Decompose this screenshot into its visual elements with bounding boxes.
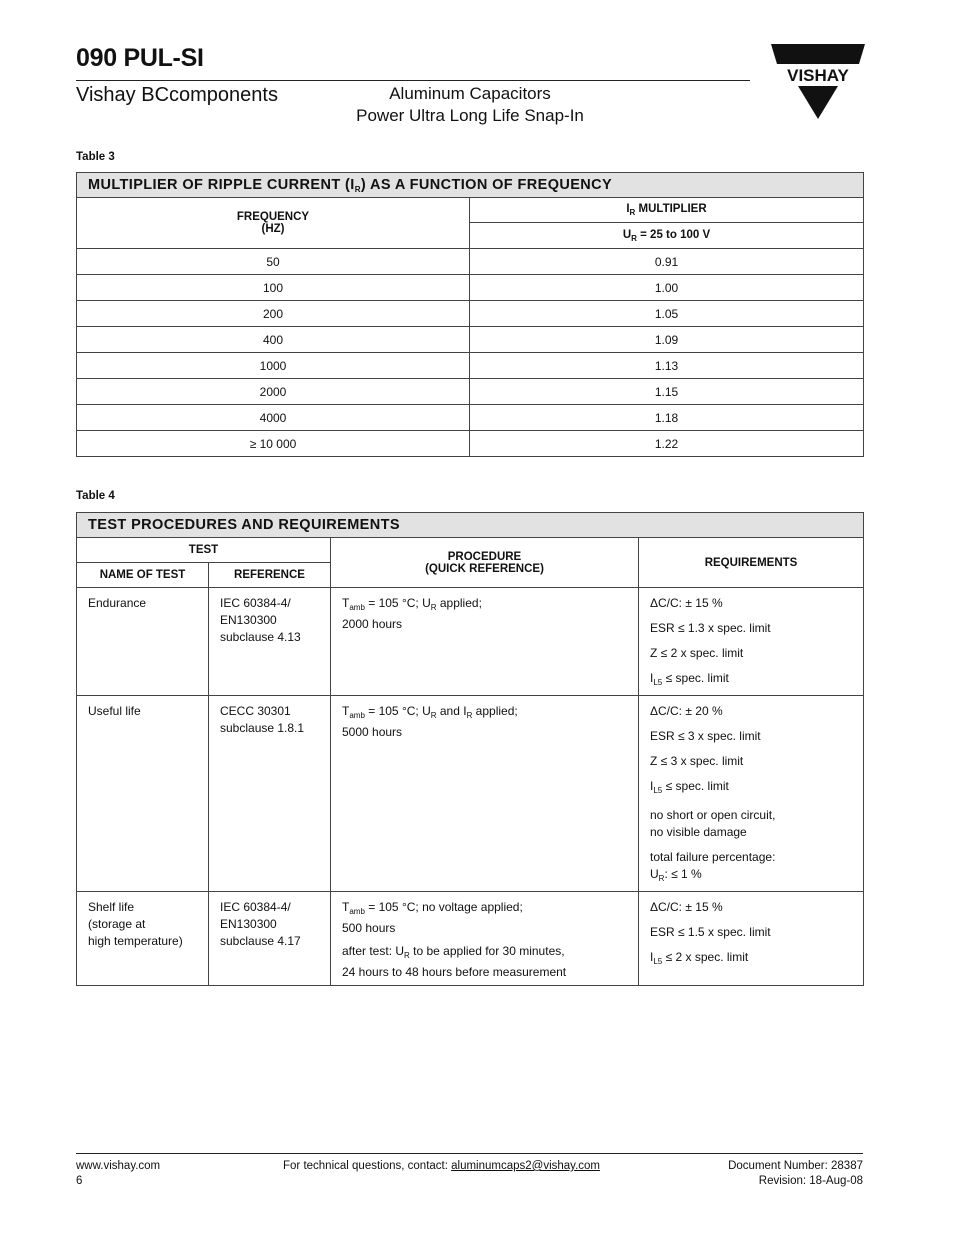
table-row bbox=[77, 379, 864, 405]
footer-rule bbox=[76, 1153, 863, 1154]
table-row bbox=[77, 696, 864, 892]
mult-cell: 1.00 bbox=[470, 275, 864, 301]
test-name-cell: Useful life bbox=[77, 696, 209, 892]
col-test-header: TEST bbox=[77, 538, 331, 563]
test-procedures-table bbox=[76, 512, 864, 986]
mult-cell: 1.05 bbox=[470, 301, 864, 327]
reference-cell: CECC 30301 subclause 1.8.1 bbox=[209, 696, 331, 892]
freq-cell: 50 bbox=[77, 249, 470, 275]
requirements-cell: ΔC/C: ± 15 % ESR ≤ 1.5 x spec. limit $I_{L5} \le 2$ x spec. limit bbox=[639, 892, 864, 986]
footer-left bbox=[76, 1159, 160, 1189]
col-voltage-header: $U_R = 25$ to 100 V bbox=[470, 223, 864, 249]
subtitle-line-1: Aluminum Capacitors bbox=[389, 84, 551, 103]
table-row bbox=[77, 249, 864, 275]
mult-cell: 1.09 bbox=[470, 327, 864, 353]
freq-cell: 400 bbox=[77, 327, 470, 353]
contact-email-link[interactable]: aluminumcaps2@vishay.com bbox=[451, 1160, 601, 1172]
table-row bbox=[77, 353, 864, 379]
table4-caption: TEST PROCEDURES AND REQUIREMENTS bbox=[77, 513, 864, 538]
test-name-cell: Shelf life (storage at high temperature) bbox=[77, 892, 209, 986]
table-row bbox=[77, 892, 864, 986]
header-rule bbox=[76, 80, 750, 81]
table3-label: Table 3 bbox=[76, 151, 115, 163]
table3-caption: MULTIPLIER OF RIPPLE CURRENT $(I_R)$ AS A FUNCTION OF FREQUENCY bbox=[77, 173, 864, 198]
col-reference-header: REFERENCE bbox=[209, 563, 331, 588]
procedure-cell: $T_{amb} = 105$ °C; $U_R$ and $I_R$ applied; 5000 hours bbox=[331, 696, 639, 892]
table-row bbox=[77, 327, 864, 353]
subtitle-line-2: Power Ultra Long Life Snap-In bbox=[356, 106, 584, 125]
product-subtitle bbox=[300, 83, 640, 127]
col-multiplier-header: $I_R$ MULTIPLIER bbox=[470, 198, 864, 223]
table4-label: Table 4 bbox=[76, 490, 115, 502]
table-row bbox=[77, 301, 864, 327]
document-number: Document Number: 28387 bbox=[728, 1160, 863, 1172]
freq-cell: 100 bbox=[77, 275, 470, 301]
freq-cell: 200 bbox=[77, 301, 470, 327]
freq-cell: 4000 bbox=[77, 405, 470, 431]
vishay-logo bbox=[771, 44, 865, 120]
mult-cell: 1.22 bbox=[470, 431, 864, 457]
reference-cell: IEC 60384-4/ EN130300 subclause 4.17 bbox=[209, 892, 331, 986]
col-procedure-header: PROCEDURE (QUICK REFERENCE) bbox=[331, 538, 639, 588]
freq-cell: 1000 bbox=[77, 353, 470, 379]
freq-cell: ≥ 10 000 bbox=[77, 431, 470, 457]
requirements-cell: ΔC/C: ± 20 % ESR ≤ 3 x spec. limit Z ≤ 3 x spec. limit $I_{L5}$ ≤ spec. limit no short or open circuit, no visible damage total failure percentage: $U_R$: ≤ 1 % bbox=[639, 696, 864, 892]
table-row bbox=[77, 588, 864, 696]
col-name-header: NAME OF TEST bbox=[77, 563, 209, 588]
mult-cell: 1.18 bbox=[470, 405, 864, 431]
procedure-cell: $T_{amb} = 105$ °C; $U_R$ applied; 2000 hours bbox=[331, 588, 639, 696]
page-number: 6 bbox=[76, 1175, 83, 1187]
logo-text: VISHAY bbox=[787, 66, 849, 85]
table-row bbox=[77, 275, 864, 301]
footer-contact bbox=[283, 1159, 600, 1174]
mult-cell: 0.91 bbox=[470, 249, 864, 275]
table-row bbox=[77, 431, 864, 457]
col-frequency-header: FREQUENCY (HZ) bbox=[77, 198, 470, 249]
model-title: 090 PUL-SI bbox=[76, 44, 204, 72]
division-name: Vishay BCcomponents bbox=[76, 84, 278, 106]
contact-text: For technical questions, contact: bbox=[283, 1160, 452, 1172]
mult-cell: 1.15 bbox=[470, 379, 864, 405]
revision-date: Revision: 18-Aug-08 bbox=[758, 1175, 863, 1187]
col-requirements-header: REQUIREMENTS bbox=[639, 538, 864, 588]
procedure-cell: $T_{amb} = 105$ °C; no voltage applied; 500 hours after test: $U_R$ to be applied for 30 minutes, 24 hours to 48 hours before measurement bbox=[331, 892, 639, 986]
website-link[interactable]: www.vishay.com bbox=[76, 1160, 161, 1172]
freq-cell: 2000 bbox=[77, 379, 470, 405]
ripple-multiplier-table bbox=[76, 172, 864, 457]
requirements-cell: ΔC/C: ± 15 % ESR ≤ 1.3 x spec. limit Z ≤ 2 x spec. limit $I_{L5}$ ≤ spec. limit bbox=[639, 588, 864, 696]
test-name-cell: Endurance bbox=[77, 588, 209, 696]
mult-cell: 1.13 bbox=[470, 353, 864, 379]
table-row bbox=[77, 405, 864, 431]
footer-right bbox=[728, 1159, 863, 1189]
reference-cell: IEC 60384-4/ EN130300 subclause 4.13 bbox=[209, 588, 331, 696]
